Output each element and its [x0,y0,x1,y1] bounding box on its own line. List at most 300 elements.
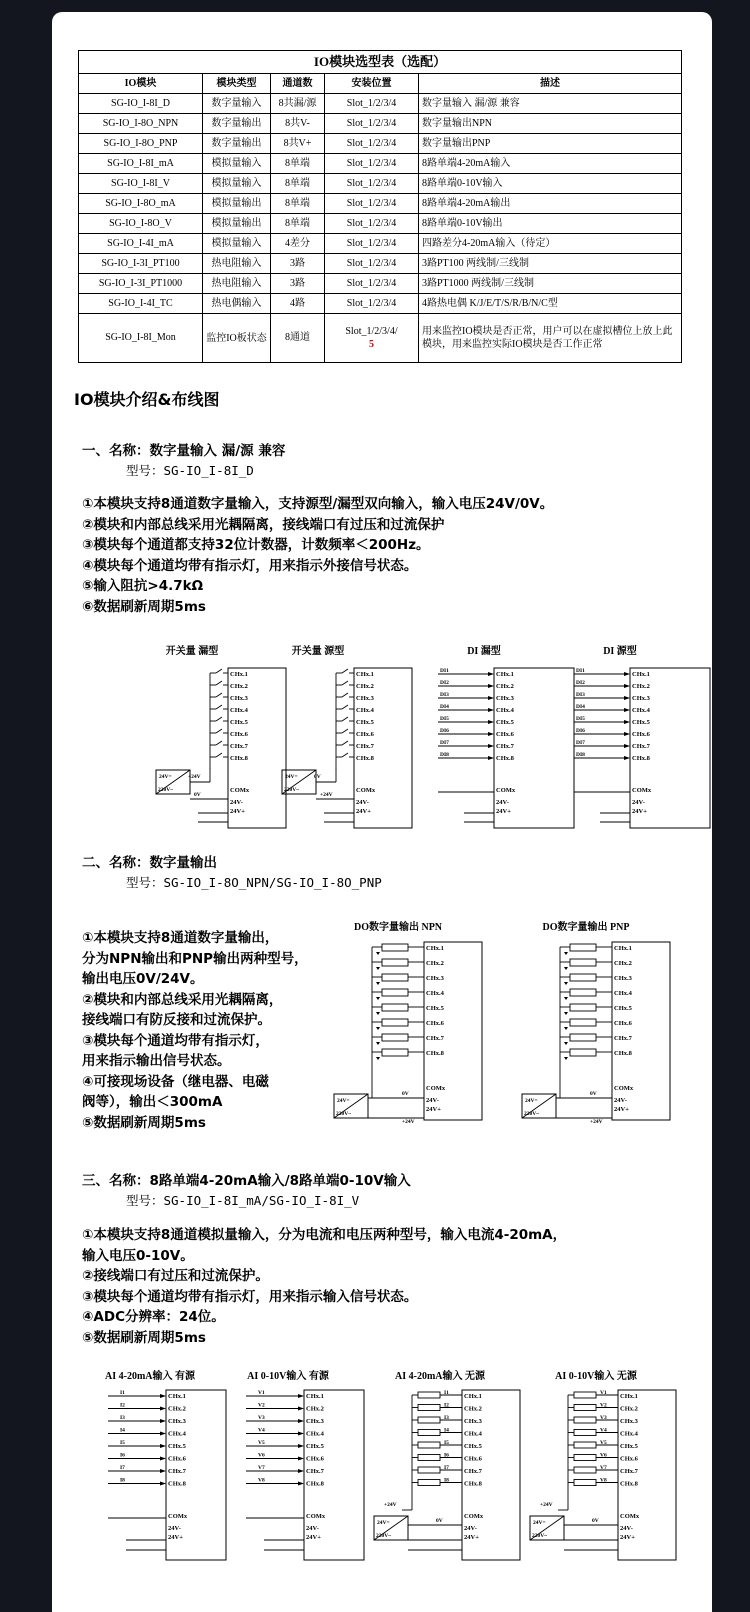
slot-text: Slot_1/2/3/4/ [345,326,398,337]
table-cell: SG-IO_I-8I_mA [79,154,203,174]
load-resistor [382,1019,408,1026]
load-resistor [570,1049,596,1056]
table-cell: 热电阻输入 [203,254,271,274]
di-input-label: DI7 [576,740,585,746]
di-input-label: DI5 [576,716,585,722]
psu-output-label: 24V= [377,1520,390,1526]
diode-icon [564,982,568,985]
com-terminal-label: COMx [230,787,250,794]
section3-header [82,1171,411,1211]
table-cell: SG-IO_I-3I_PT1000 [79,274,203,294]
switch-contact [342,753,348,757]
channel-terminal-label: CHx.6 [356,731,374,738]
table-cell: 数字量输出 [203,134,271,154]
channel-terminal-label: CHx.7 [620,1468,638,1475]
load-resistor [382,944,408,951]
feature-item: 输入电压0-10V。 [82,1247,194,1264]
vminus-terminal-label: 24V- [426,1097,439,1104]
channel-terminal-label: CHx.5 [496,719,514,726]
channel-terminal-label: CHx.4 [426,990,444,997]
arrow-icon [160,1407,166,1411]
psu-output-label: 24V= [159,774,172,780]
table-cell: SG-IO_I-8I_Mon [79,314,203,363]
table-cell: SG-IO_I-3I_PT100 [79,254,203,274]
section3-name: 三、名称：8路单端4-20mA输入/8路单端0-10V输入 [82,1173,411,1189]
load-resistor [570,974,596,981]
channel-terminal-label: CHx.7 [356,743,374,750]
ai-input-label: V2 [258,1402,265,1409]
ai-input-label: I7 [120,1465,125,1471]
switch-contact [342,693,348,697]
diode-icon [376,1027,380,1030]
feature-item: ④模块每个通道均带有指示灯，用来指示外接信号状态。 [82,557,418,574]
feature-item: ②模块和内部总线采用光耦隔离， [82,991,283,1008]
channel-terminal-label: CHx.3 [306,1418,324,1425]
diode-icon [376,1057,380,1060]
ai-input-label: I6 [444,1452,449,1459]
supply-label: +24V [540,1502,553,1508]
feature-item: ①本模块支持8通道数字量输入，支持源型/漏型双向输入，输入电压24V/0V。 [82,496,554,512]
table-cell: Slot_1/2/3/4 [325,254,419,274]
vminus-terminal-label: 24V- [614,1097,627,1104]
switch-contact [342,669,348,673]
ai-input-label: V2 [600,1402,607,1409]
table-cell: 用来监控IO模块是否正常，用户可以在虚拟槽位上放上此模块，用来监控实际IO模块是否工作正常 [419,314,682,363]
feature-item: 用来指示输出信号状态。 [82,1053,231,1069]
channel-terminal-label: CHx.3 [496,695,514,702]
sensor-resistor [418,1417,440,1423]
load-resistor [570,1019,596,1026]
table-body [79,94,682,314]
table-row [79,94,682,114]
com-terminal-label: COMx [306,1513,326,1520]
diode-icon [376,982,380,985]
channel-terminal-label: CHx.3 [168,1418,186,1425]
channel-terminal-label: CHx.6 [168,1455,186,1463]
table-cell: Slot_1/2/3/4 [325,174,419,194]
wiring-diagram [334,920,482,1125]
ai-input-label: I5 [444,1440,449,1446]
table-cell: SG-IO_I-8I_V [79,174,203,194]
channel-terminal-label: CHx.2 [230,683,248,690]
channel-terminal-label: CHx.3 [426,975,444,982]
channel-terminal-label: CHx.1 [306,1393,324,1400]
channel-terminal-label: CHx.8 [356,755,374,762]
sensor-resistor [574,1467,596,1473]
channel-terminal-label: CHx.7 [632,743,650,750]
arrow-icon [298,1482,304,1486]
arrow-icon [488,672,494,676]
channel-terminal-label: CHx.7 [230,743,248,750]
arrow-icon [488,756,494,760]
io-module-selection-table [78,50,682,363]
channel-terminal-label: CHx.6 [496,731,514,738]
table-cell: SG-IO_I-8O_V [79,214,203,234]
com-terminal-label: COMx [614,1085,634,1092]
arrow-icon [624,696,630,700]
channel-terminal-label: CHx.1 [620,1393,638,1400]
channel-terminal-label: CHx.4 [168,1430,186,1438]
ai-input-label: V7 [258,1465,265,1471]
com-terminal-label: COMx [168,1513,188,1520]
diode-icon [564,997,568,1000]
vplus-terminal-label: 24V+ [620,1534,635,1541]
channel-terminal-label: CHx.1 [168,1393,186,1400]
wiring-diagram [282,644,412,828]
vplus-terminal-label: 24V+ [230,808,245,815]
switch-contact [216,741,222,745]
table-cell: SG-IO_I-4I_TC [79,294,203,314]
channel-terminal-label: CHx.1 [426,945,444,952]
vminus-terminal-label: 24V- [464,1525,477,1532]
diagram-title: DO数字量输出 PNP [542,922,630,933]
ai-input-label: I4 [120,1427,125,1434]
slot-extra: 5 [369,339,374,350]
table-cell: 8路单端0-10V输出 [419,214,682,234]
wiring-diagram [438,644,574,828]
channel-terminal-label: CHx.3 [230,695,248,702]
table-cell: Slot_1/2/3/4 [325,114,419,134]
switch-contact [216,681,222,685]
ai-input-label: I5 [120,1440,125,1446]
feature-item: ①本模块支持8通道数字量输出， [82,930,279,946]
table-cell: 数字量输出NPN [419,114,682,134]
sensor-resistor [418,1467,440,1473]
diode-icon [376,1042,380,1045]
channel-terminal-label: CHx.8 [620,1480,638,1488]
ai-input-label: I3 [120,1415,125,1421]
table-cell: Slot_1/2/3/4 [325,274,419,294]
ai-input-label: I3 [444,1415,449,1421]
supply-label: +24V [188,774,201,780]
vminus-terminal-label: 24V- [306,1525,319,1532]
table-cell: 8单端 [271,154,325,174]
section3-wiring-diagrams [52,1368,712,1598]
table-cell: 3路 [271,254,325,274]
feature-item: ③模块每个通道都支持32位计数器，计数频率＜200Hz。 [82,537,430,553]
ai-input-label: V1 [600,1390,607,1396]
feature-item: ⑤数据刷新周期5ms [82,1114,206,1131]
ai-input-label: V8 [258,1477,265,1484]
section2-name: 二、名称：数字量输出 [82,855,217,871]
channel-terminal-label: CHx.5 [464,1443,482,1450]
feature-item: ③模块每个通道均带有指示灯，用来指示输入信号状态。 [82,1288,418,1305]
wiring-diagram [246,1369,364,1560]
table-cell: Slot_1/2/3/4 [325,194,419,214]
ai-input-label: I1 [120,1390,125,1396]
channel-terminal-label: CHx.1 [356,671,374,678]
table-cell [325,314,419,363]
channel-terminal-label: CHx.3 [464,1418,482,1425]
table-header-cell: 描述 [419,74,682,94]
channel-terminal-label: CHx.4 [306,1430,324,1438]
channel-terminal-label: CHx.6 [230,731,248,738]
channel-terminal-label: CHx.5 [230,719,248,726]
arrow-icon [488,732,494,736]
wiring-diagram [156,644,286,828]
diagram-title: DO数字量输出 NPN [353,922,443,933]
table-cell: 8单端 [271,214,325,234]
diode-icon [564,1012,568,1015]
channel-terminal-label: CHx.8 [632,755,650,762]
table-row [79,234,682,254]
section1-model: 型号：SG-IO_I-8I_D [126,463,254,478]
supply-label: 0V [314,774,321,780]
table-cell: SG-IO_I-4I_mA [79,234,203,254]
psu-input-label: 220V~ [158,787,174,793]
channel-terminal-label: CHx.4 [496,707,514,714]
ai-input-label: V8 [600,1477,607,1484]
channel-terminal-label: CHx.6 [464,1455,482,1463]
feature-item: ③模块每个通道均带有指示灯， [82,1032,269,1049]
arrow-icon [298,1394,304,1398]
supply-label: +24V [590,1119,603,1125]
diode-icon [376,1012,380,1015]
switch-contact [216,693,222,697]
table-cell: Slot_1/2/3/4 [325,154,419,174]
channel-terminal-label: CHx.7 [306,1468,324,1475]
channel-terminal-label: CHx.5 [306,1443,324,1450]
table-cell: SG-IO_I-8I_D [79,94,203,114]
wiring-diagram [522,920,670,1125]
table-cell: 4路 [271,294,325,314]
arrow-icon [624,672,630,676]
arrow-icon [488,696,494,700]
feature-item: ④可接现场设备（继电器、电磁 [82,1073,269,1090]
sensor-resistor [418,1392,440,1398]
table-cell: SG-IO_I-8O_NPN [79,114,203,134]
di-input-label: DI4 [440,704,449,710]
table-row [79,314,682,363]
psu-input-label: 220V~ [532,1533,548,1539]
table-cell: 4差分 [271,234,325,254]
table-cell: 3路PT100 两线制/三线制 [419,254,682,274]
section2-wiring-diagrams [52,910,712,1140]
diagram-title: 开关量 源型 [291,646,345,657]
table-row [79,194,682,214]
diagram-title: AI 0-10V输入 有源 [247,1371,329,1382]
feature-item: 接线端口有防反接和过流保护。 [82,1012,271,1028]
table-cell: 4路热电偶 K/J/E/T/S/R/B/N/C型 [419,294,682,314]
diode-icon [376,967,380,970]
ai-input-label: I1 [444,1390,449,1396]
switch-contact [216,669,222,673]
table-header-cell: 安装位置 [325,74,419,94]
table-cell: 8路单端4-20mA输入 [419,154,682,174]
table-cell: SG-IO_I-8O_mA [79,194,203,214]
module-terminal-block [424,942,482,1120]
channel-terminal-label: CHx.4 [464,1430,482,1438]
table-cell: 热电偶输入 [203,294,271,314]
di-input-label: DI5 [440,716,449,722]
channel-terminal-label: CHx.2 [356,683,374,690]
diagram-title: DI 漏型 [467,646,501,657]
psu-input-label: 220V~ [284,787,300,793]
load-resistor [382,1049,408,1056]
channel-terminal-label: CHx.4 [356,707,374,714]
channel-terminal-label: CHx.1 [464,1393,482,1400]
table-row [79,254,682,274]
wiring-diagram [105,1369,226,1560]
diode-icon [564,967,568,970]
ai-input-label: I4 [444,1427,449,1434]
table-header-row [79,74,682,94]
arrow-icon [160,1419,166,1423]
channel-terminal-label: CHx.7 [614,1035,632,1042]
wiring-diagram [374,1369,520,1560]
ai-input-label: I8 [444,1477,449,1484]
channel-terminal-label: CHx.7 [426,1035,444,1042]
vminus-terminal-label: 24V- [230,799,243,806]
channel-terminal-label: CHx.4 [620,1430,638,1438]
load-resistor [570,944,596,951]
arrow-icon [488,708,494,712]
table-cell: 3路 [271,274,325,294]
table-row [79,154,682,174]
section-heading: IO模块介绍&布线图 [74,390,220,409]
document-page [52,12,712,1612]
sensor-resistor [574,1430,596,1436]
arrow-icon [624,720,630,724]
arrow-icon [298,1469,304,1473]
channel-terminal-label: CHx.5 [632,719,650,726]
wiring-diagram [574,644,710,828]
load-resistor [570,959,596,966]
channel-terminal-label: CHx.7 [496,743,514,750]
channel-terminal-label: CHx.8 [464,1480,482,1488]
feature-item: ②接线端口有过压和过流保护。 [82,1268,269,1284]
ai-input-label: I7 [444,1465,449,1471]
sensor-resistor [418,1442,440,1448]
supply-label: +24V [384,1502,397,1508]
supply-label: 0V [436,1518,443,1524]
diode-icon [376,952,380,955]
table-header-cell: 通道数 [271,74,325,94]
diagram-title: AI 4-20mA输入 有源 [105,1371,195,1382]
channel-terminal-label: CHx.2 [168,1405,186,1413]
switch-contact [342,705,348,709]
table-cell: 模拟量输出 [203,194,271,214]
channel-terminal-label: CHx.5 [168,1443,186,1450]
channel-terminal-label: CHx.2 [464,1405,482,1413]
ai-input-label: V4 [600,1427,607,1434]
table-row [79,114,682,134]
arrow-icon [624,756,630,760]
switch-contact [216,717,222,721]
table-cell: Slot_1/2/3/4 [325,214,419,234]
channel-terminal-label: CHx.2 [620,1405,638,1413]
ai-input-label: I8 [120,1477,125,1484]
channel-terminal-label: CHx.8 [306,1480,324,1488]
feature-item: ⑤输入阻抗>4.7kΩ [82,578,204,594]
table-row [79,214,682,234]
switch-contact [342,741,348,745]
di-input-label: DI4 [576,704,585,710]
di-input-label: DI8 [440,752,449,758]
sensor-resistor [574,1480,596,1486]
arrow-icon [488,744,494,748]
section1-name: 一、名称：数字量输入 漏/源 兼容 [82,443,286,459]
table-header-cell: 模块类型 [203,74,271,94]
arrow-icon [624,708,630,712]
sensor-resistor [574,1417,596,1423]
ai-input-label: V5 [258,1440,265,1446]
table-cell: 模拟量输出 [203,214,271,234]
channel-terminal-label: CHx.3 [632,695,650,702]
vminus-terminal-label: 24V- [496,799,509,806]
table-cell: 8共V- [271,114,325,134]
vplus-terminal-label: 24V+ [496,808,511,815]
arrow-icon [488,720,494,724]
sensor-resistor [418,1405,440,1411]
section1-features [82,494,553,617]
channel-terminal-label: CHx.1 [230,671,248,678]
di-input-label: DI2 [576,680,585,686]
ai-input-label: V4 [258,1427,265,1434]
table-cell: 8共漏/源 [271,94,325,114]
supply-label: 0V [402,1091,409,1097]
diode-icon [564,1027,568,1030]
arrow-icon [488,684,494,688]
table-cell: 8单端 [271,194,325,214]
wiring-diagram [530,1369,676,1560]
channel-terminal-label: CHx.2 [306,1405,324,1413]
table-header-cell: IO模块 [79,74,203,94]
sensor-resistor [418,1480,440,1486]
feature-item: ④ADC分辨率：24位。 [82,1309,225,1325]
load-resistor [382,1004,408,1011]
channel-terminal-label: CHx.4 [614,990,632,997]
load-resistor [382,974,408,981]
section2-model: 型号：SG-IO_I-8O_NPN/SG-IO_I-8O_PNP [126,875,382,890]
psu-input-label: 220V~ [376,1533,392,1539]
supply-label: +24V [402,1119,415,1125]
com-terminal-label: COMx [464,1513,484,1520]
diode-icon [564,1042,568,1045]
channel-terminal-label: CHx.3 [614,975,632,982]
arrow-icon [298,1407,304,1411]
table-cell: 监控IO板状态 [203,314,271,363]
channel-terminal-label: CHx.6 [632,731,650,738]
table-cell: 8通道 [271,314,325,363]
switch-contact [216,729,222,733]
channel-terminal-label: CHx.2 [426,960,444,967]
di-input-label: DI1 [576,668,585,674]
channel-terminal-label: CHx.6 [620,1455,638,1463]
load-resistor [382,959,408,966]
di-input-label: DI6 [440,728,449,734]
feature-item: 分为NPN输出和PNP输出两种型号， [82,950,308,967]
diode-icon [564,952,568,955]
switch-contact [342,681,348,685]
table-cell: 8共V+ [271,134,325,154]
table-row [79,134,682,154]
diagram-title: 开关量 漏型 [165,646,219,657]
arrow-icon [160,1457,166,1461]
table-cell: Slot_1/2/3/4 [325,134,419,154]
feature-item: ①本模块支持8通道模拟量输入，分为电流和电压两种型号，输入电流4-20mA， [82,1227,567,1243]
table-cell: SG-IO_I-8O_PNP [79,134,203,154]
table-row [79,294,682,314]
vplus-terminal-label: 24V+ [168,1534,183,1541]
vplus-terminal-label: 24V+ [464,1534,479,1541]
ai-input-label: V6 [258,1452,265,1459]
channel-terminal-label: CHx.5 [614,1005,632,1012]
channel-terminal-label: CHx.8 [230,755,248,762]
switch-contact [342,717,348,721]
section1-wiring-diagrams [52,642,712,832]
section2-header [82,853,382,893]
